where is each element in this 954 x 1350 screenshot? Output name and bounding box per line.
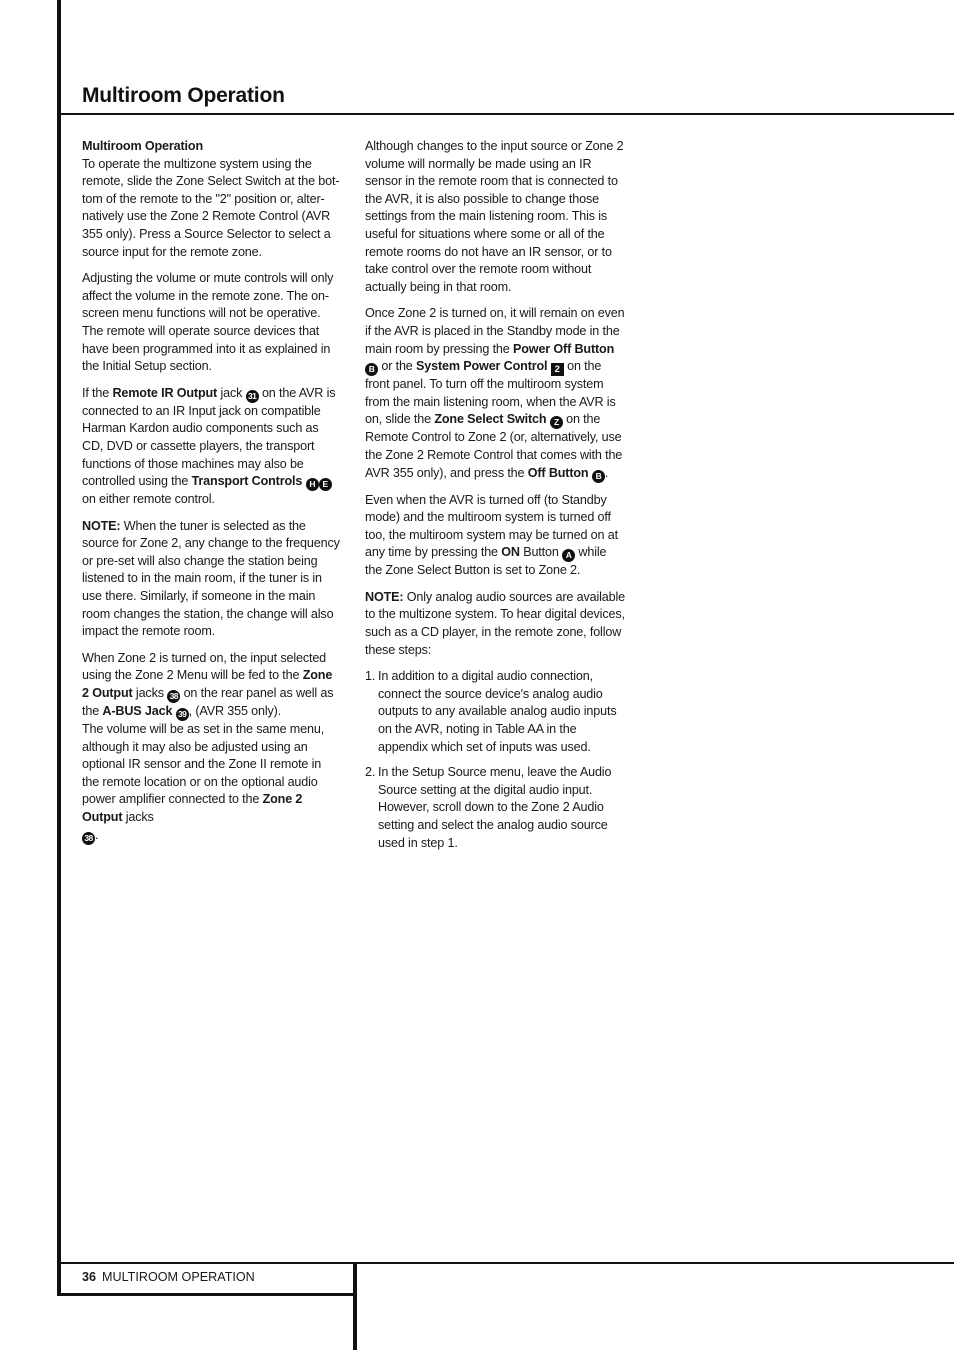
text: If the bbox=[82, 385, 113, 400]
text: or the bbox=[378, 359, 417, 374]
emphasis: Remote IR Output bbox=[112, 385, 218, 400]
reference-marker: H bbox=[306, 478, 319, 491]
text: while the Zone Select Button is set to Zone 2. bbox=[365, 545, 607, 578]
text: Only analog audio sources are available to the multizone system. To hear digital devices, such as a CD player, in the remote zone, follow these steps: bbox=[365, 589, 625, 657]
text: jacks bbox=[122, 810, 154, 824]
page-number: 36 bbox=[82, 1270, 97, 1284]
footer-bottom-rule bbox=[57, 1293, 357, 1296]
header-rule bbox=[57, 113, 954, 115]
step-number: 2. bbox=[365, 765, 376, 780]
left-column bbox=[82, 138, 340, 854]
footer-divider bbox=[353, 1262, 357, 1350]
reference-marker: E bbox=[319, 478, 332, 491]
text: The volume will be as set in the same menu, although it may also be adjusted using an optional IR sensor and the Zone II remote in the remote location or on the optional audio power amplifier connected to the bbox=[82, 722, 325, 807]
emphasis: Zone 2 Output bbox=[82, 792, 303, 824]
note-paragraph bbox=[82, 518, 340, 641]
section-subhead: Multiroom Operation bbox=[82, 139, 203, 153]
text: on the Remote Control to Zone 2 (or, alternatively, use the Zone 2 Remote Control that comes with the AVR 355 only), and press the bbox=[365, 412, 623, 480]
text: When Zone 2 is turned on, the input selected using the Zone 2 Menu will be fed to the bbox=[82, 650, 327, 683]
right-column bbox=[365, 138, 625, 860]
text: jack bbox=[217, 385, 246, 400]
reference-marker: 39 bbox=[176, 708, 189, 721]
emphasis: Off Button bbox=[527, 465, 589, 480]
paragraph bbox=[82, 385, 340, 509]
note-label: NOTE: bbox=[82, 518, 121, 533]
footer-section-label: MULTIROOM OPERATION bbox=[102, 1270, 255, 1284]
emphasis: Zone Select Switch bbox=[434, 412, 547, 427]
step-text: In addition to a digital audio connection, connect the source device's analog audio outputs to any available analog audio inputs on the AVR, noting in Table AA in the appendix which set of inputs was used. bbox=[378, 669, 617, 754]
text: When the tuner is selected as the source for Zone 2, any change to the frequency or pre-set will also change the station being listened to in the main room, if the tuner is in use there. Similarly, if someone in the main room changes the station, the change will also impact the remote room. bbox=[82, 518, 340, 639]
text: Button bbox=[519, 545, 563, 560]
emphasis: Power Off Button bbox=[513, 341, 615, 356]
reference-marker: 2 bbox=[551, 363, 564, 376]
note-paragraph bbox=[365, 589, 625, 659]
text: on the AVR is connected to an IR Input jack on compatible Harman Kardon audio components such as CD, DVD or cassette players, the transport functions of those machines may also be controlled using the bbox=[82, 385, 336, 489]
note-label: NOTE: bbox=[365, 589, 404, 604]
paragraph: Adjusting the volume or mute controls will only affect the volume in the remote zone. The on-screen menu functions will not be operative. The remote will operate source devices that have been programmed into it as explained in the Initial Setup section. bbox=[82, 271, 334, 374]
reference-marker: 38 bbox=[167, 690, 180, 703]
text: on the front panel. To turn off the multiroom system from the main listening room, when the AVR is on, slide the bbox=[365, 359, 616, 427]
page-title: Multiroom Operation bbox=[82, 84, 285, 107]
reference-marker: B bbox=[592, 470, 605, 483]
numbered-step bbox=[365, 764, 625, 852]
emphasis: System Power Control bbox=[416, 359, 548, 374]
numbered-step bbox=[365, 668, 625, 756]
text: on the rear panel as well as the bbox=[82, 686, 334, 719]
paragraph bbox=[365, 492, 625, 580]
reference-marker: A bbox=[562, 549, 575, 562]
step-text: In the Setup Source menu, leave the Audio Source setting at the digital audio input. However, scroll down to the Zone 2 Audio setting and select the analog audio source used in step 1. bbox=[378, 765, 612, 850]
step-number: 1. bbox=[365, 669, 376, 684]
paragraph bbox=[82, 650, 340, 845]
footer-rule bbox=[57, 1262, 954, 1264]
reference-marker: 31 bbox=[246, 390, 259, 403]
text: on either remote control. bbox=[82, 492, 215, 507]
page-footer bbox=[82, 1269, 255, 1286]
paragraph bbox=[365, 305, 625, 482]
left-margin-rule bbox=[57, 0, 61, 1296]
paragraph: To operate the multizone system using the remote, slide the Zone Select Switch at the bot-tom of the remote to the "2" position or, alter-natively use the Zone 2 Remote Control (AVR 355 only). Press a Source Selector to select a source input for the remote zone. bbox=[82, 156, 340, 259]
reference-marker: B bbox=[365, 363, 378, 376]
paragraph: Although changes to the input source or Zone 2 volume will normally be made using an IR sensor in the remote room that is connected to the AVR, it is also possible to change those settings from the main listening room. This is useful for situations where some or all of the remote rooms do not have an IR sensor, or to take control over the remote room without actually being in that room. bbox=[365, 139, 624, 294]
emphasis: Zone 2 Output bbox=[82, 668, 333, 701]
text: , (AVR 355 only). bbox=[188, 704, 282, 719]
emphasis: Transport Controls bbox=[191, 474, 303, 489]
text: jacks bbox=[132, 686, 168, 701]
text: . bbox=[604, 465, 609, 480]
text: . bbox=[95, 827, 99, 842]
text: Once Zone 2 is turned on, it will remain on even if the AVR is placed in the Standby mode in the main room by pressing the bbox=[365, 306, 625, 356]
reference-marker: 38 bbox=[82, 832, 95, 845]
text: Even when the AVR is turned off (to Standby mode) and the multiroom system is turned off too, the multiroom system may be turned on at any time by pressing the bbox=[365, 492, 618, 560]
emphasis: ON bbox=[501, 545, 520, 560]
emphasis: A-BUS Jack bbox=[102, 704, 173, 719]
reference-marker: Z bbox=[550, 416, 563, 429]
